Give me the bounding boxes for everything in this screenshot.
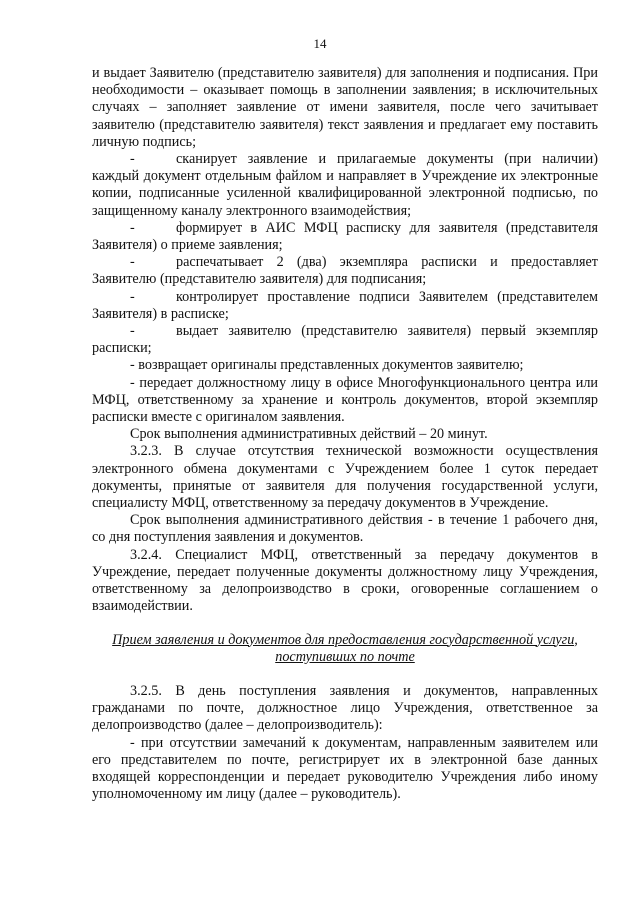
- bullet-text: контролирует проставление подписи Заявителем (представителем Заявителя) в расписке;: [92, 288, 598, 322]
- bullet-paragraph: [92, 220, 598, 254]
- page-number: 14: [313, 36, 327, 51]
- document-body: [92, 65, 598, 803]
- bullet-dash: -: [130, 323, 135, 340]
- section-heading-line-1: Прием заявления и документов для предоставления государственной услуги,: [112, 631, 578, 648]
- bullet-text: формирует в АИС МФЦ расписку для заявителя (представителя Заявителя) о приеме заявления;: [92, 219, 598, 254]
- bullet-dash: -: [130, 254, 135, 271]
- bullet-text: распечатывает 2 (два) экземпляра расписки и предоставляет Заявителю (представителю заявителя) для подписания;: [92, 254, 598, 288]
- paragraph: 3.2.4. Специалист МФЦ, ответственный за передачу документов в Учреждение, передает полученные документы должностному лицу Учреждения, ответственному за делопроизводство в сроки, оговоренные соглашением о взаимодействии.: [92, 546, 598, 615]
- paragraph: Срок выполнения административных действий – 20 минут.: [130, 426, 488, 443]
- bullet-paragraph: [92, 151, 598, 220]
- section-heading-line-2: поступивших по почте: [275, 648, 415, 665]
- paragraph: - передает должностному лицу в офисе Многофункционального центра или МФЦ, ответственному за хранение и контроль документов, второй экземпляр расписки вместе с оригиналом заявления.: [92, 374, 598, 426]
- paragraph: 3.2.5. В день поступления заявления и документов, направленных гражданами по почте, должностное лицо Учреждения, ответственное за делопроизводство (далее – делопроизводитель):: [92, 682, 598, 734]
- paragraph: Срок выполнения административного действия - в течение 1 рабочего дня, со дня поступления заявления и документов.: [92, 512, 598, 546]
- bullet-text: сканирует заявление и прилагаемые документы (при наличии) каждый документ отдельным файлом и направляет в Учреждение их электронные копии, подписанные усиленной квалифицированной электронной подписью, по защищенному каналу электронного взаимодействия;: [92, 151, 598, 219]
- section-heading: [92, 632, 598, 666]
- bullet-paragraph: [92, 289, 598, 323]
- bullet-dash: -: [130, 288, 135, 305]
- bullet-paragraph: [92, 323, 598, 357]
- continued-paragraph: и выдает Заявителю (представителю заявителя) для заполнения и подписания. При необходимости – оказывает помощь в заполнении заявления; в исключительных случаях – заполняет заявление от имени заявителя, после чего зачитывает заявителю (представителю заявителя) текст заявления и предлагает ему поставить личную подпись;: [92, 65, 598, 150]
- bullet-dash: -: [130, 219, 135, 236]
- bullet-dash: -: [130, 151, 135, 168]
- paragraphs-after: [92, 683, 598, 803]
- paragraph: - возвращает оригиналы представленных документов заявителю;: [130, 357, 524, 374]
- paragraph: - при отсутствии замечаний к документам, направленным заявителем или его представителем по почте, регистрирует их в электронной базе данных входящей корреспонденции и передает руководителю Учреждения либо иному уполномоченному им лицу (далее – руководитель).: [92, 734, 598, 803]
- paragraphs-before: [92, 65, 598, 616]
- bullet-paragraph: [92, 254, 598, 288]
- bullet-text: выдает заявителю (представителю заявителя) первый экземпляр расписки;: [92, 323, 598, 357]
- paragraph: 3.2.3. В случае отсутствия технической возможности осуществления электронного обмена документами с Учреждением более 1 суток передает документы, принятые от заявителя для получения государственной услуги, специалисту МФЦ, ответственному за передачу документов в Учреждение.: [92, 443, 598, 512]
